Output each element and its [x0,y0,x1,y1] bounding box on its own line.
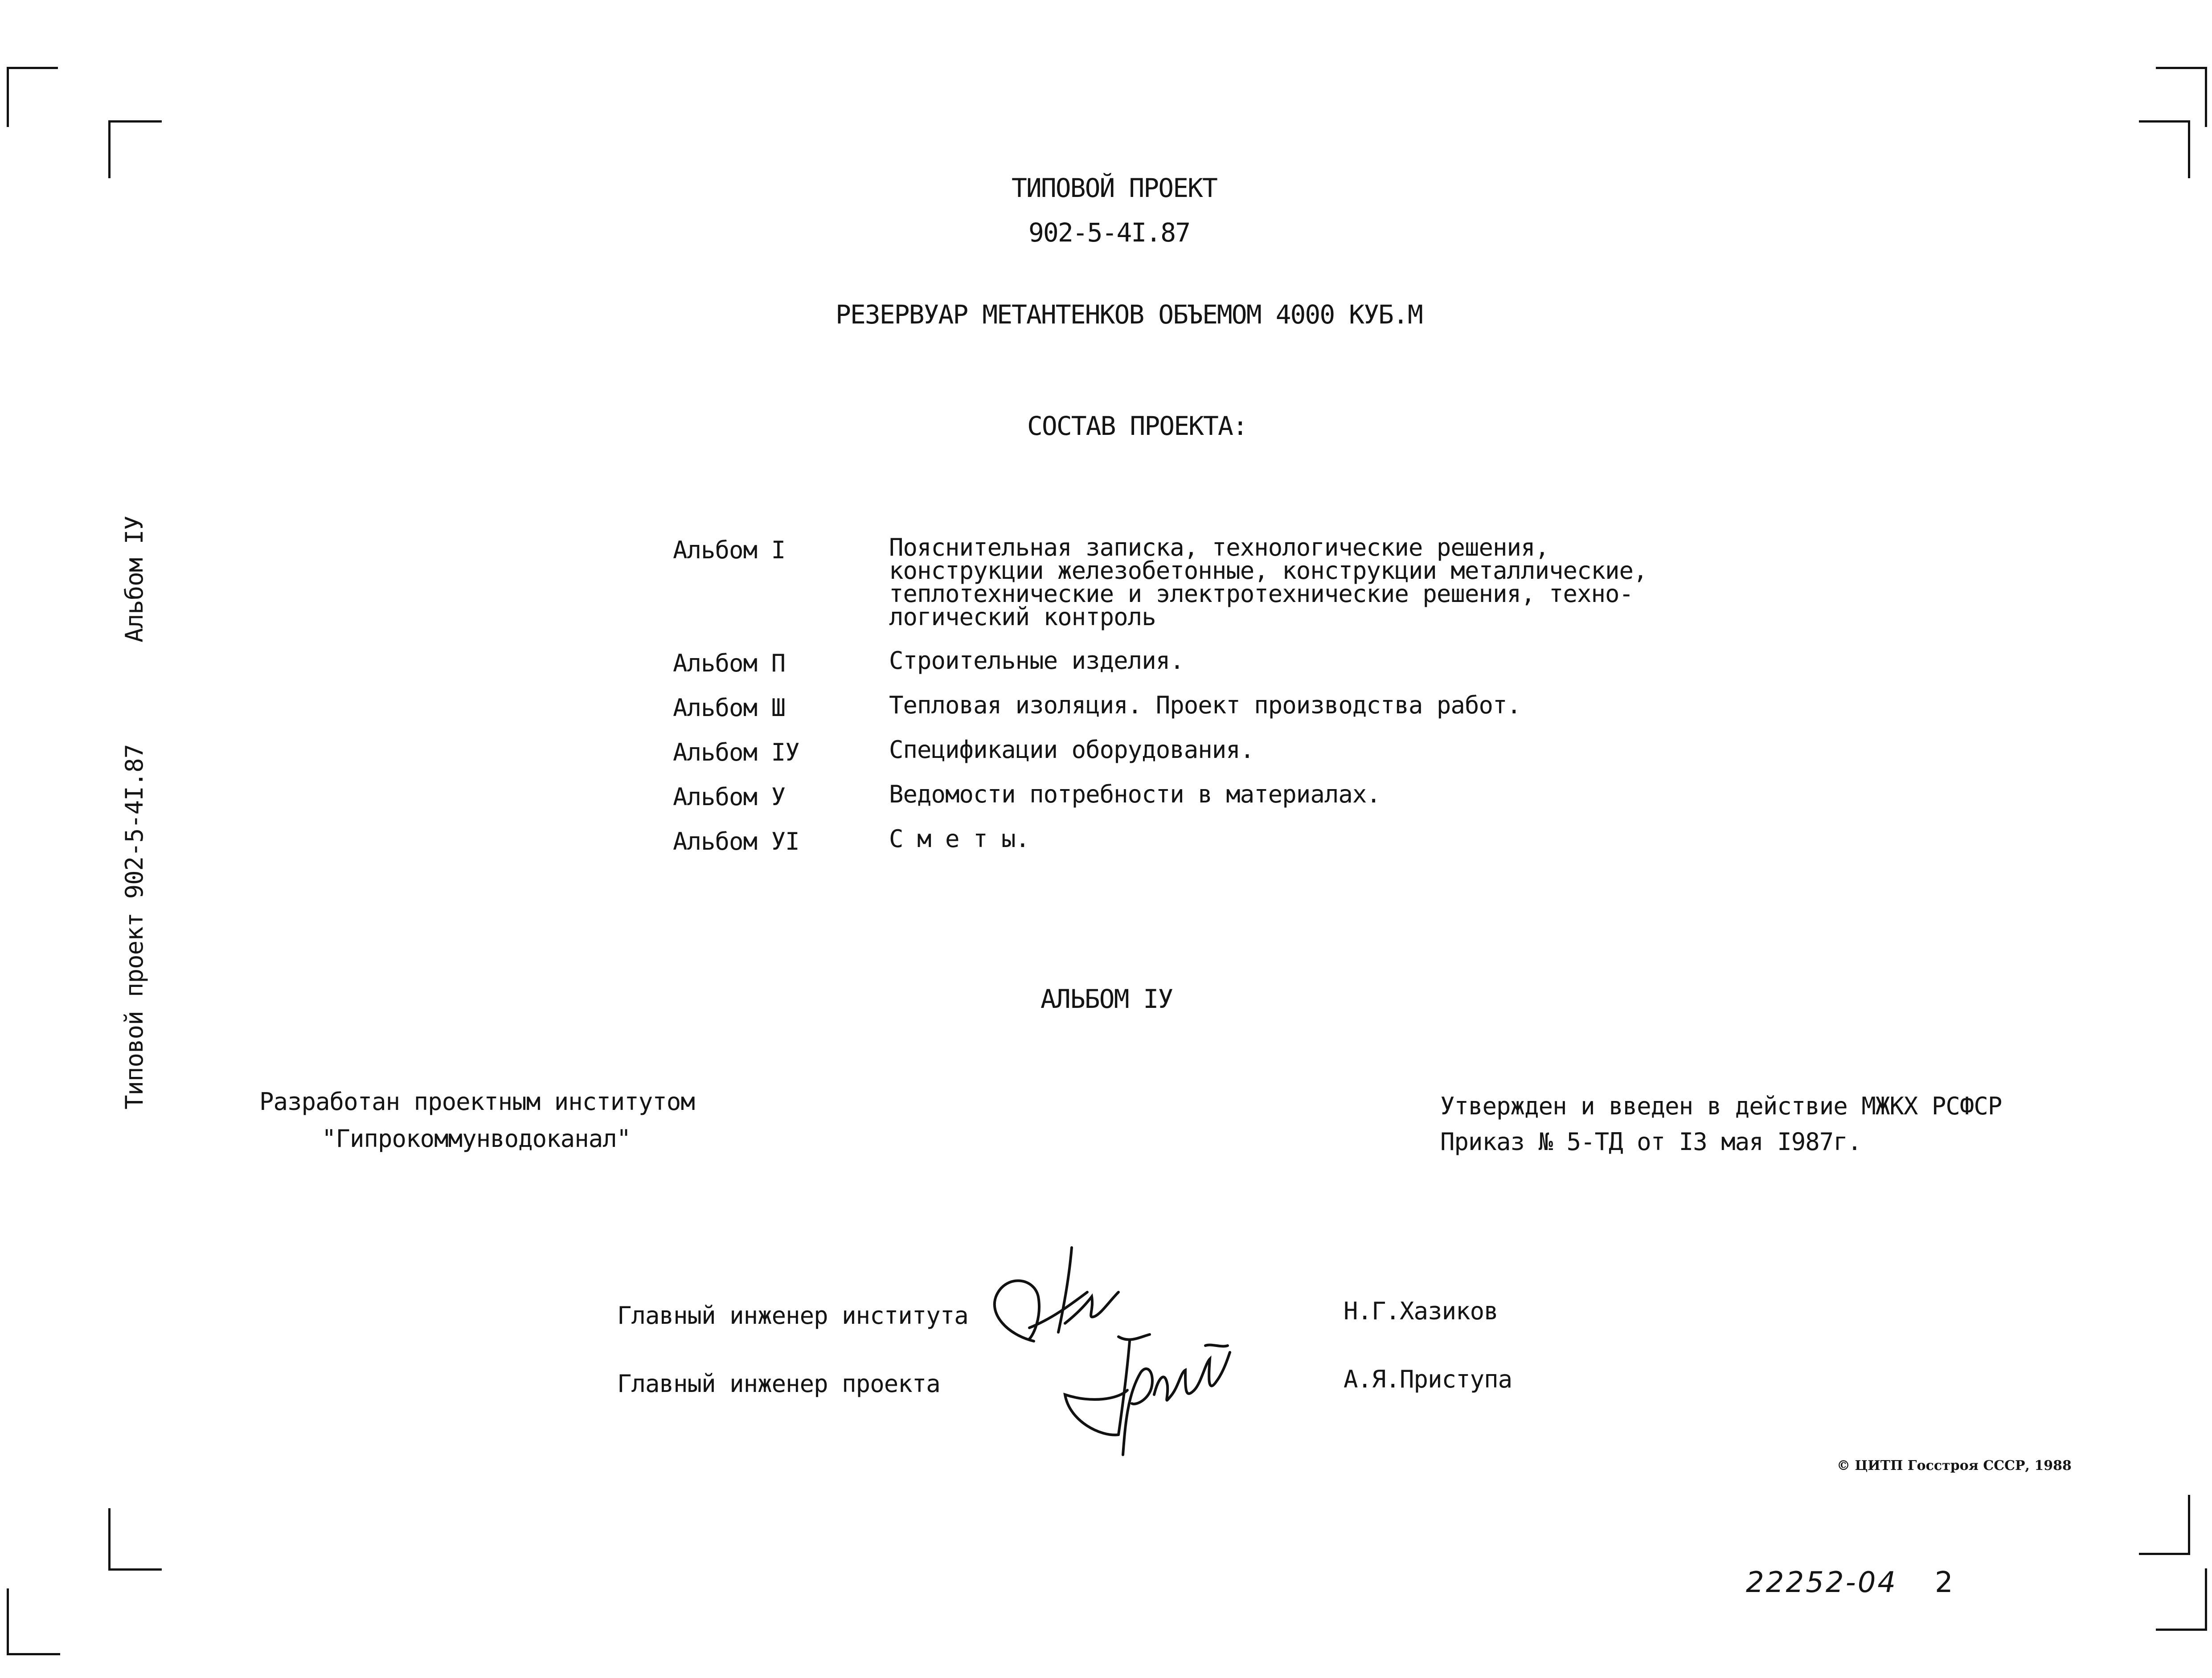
album-label: Альбом УI [673,827,799,855]
handwritten-signature-chief-engineer-project [1052,1328,1239,1461]
page-number: 2 [1935,1566,1955,1599]
signature-role: Главный инженер института [617,1301,968,1330]
album-label: Альбом У [673,783,786,811]
signature-name: Н.Г.Хазиков [1344,1297,1498,1325]
album-description [889,736,1254,764]
corner-mark-inner-bottom-right [2139,1495,2190,1555]
album-description-line: Тепловая изоляция. Проект производства работ. [889,691,1521,719]
album-description-line: конструкции железобетонные, конструкции металлические, [889,557,1647,585]
album-description-line: С м е т ы. [889,825,1030,853]
album-description-line: теплотехнические и электротехнические решения, техно- [889,580,1634,608]
album-label: Альбом П [673,649,786,677]
document-title: ТИПОВОЙ ПРОЕКТ [1012,173,1217,203]
current-album-title: АЛЬБОМ IУ [1040,984,1173,1014]
signature-name: А.Я.Приступа [1344,1365,1512,1393]
corner-mark-inner-top-left [108,120,162,178]
album-label: Альбом IУ [673,738,799,766]
side-label-project: Типовой проект 902-5-4I.87 [120,744,148,1109]
side-label-album: Альбом IУ [120,516,148,643]
album-description [889,827,1029,851]
album-label: Альбом I [673,536,786,564]
album-label: Альбом Ш [673,694,786,722]
developer-line: Разработан проектным институтом [259,1088,695,1116]
album-description [889,647,1184,675]
album-description-line: Строительные изделия. [889,647,1184,675]
corner-mark-outer-top-left [7,67,58,127]
album-description-line: Ведомости потребности в материалах. [889,780,1380,808]
copyright-notice: © ЦИТП Госстроя СССР, 1988 [1837,1458,2072,1473]
album-description [889,533,1647,631]
corner-mark-outer-bottom-left [7,1588,60,1655]
album-description-line: Пояснительная записка, технологические решения, [889,533,1549,561]
album-description-line: логический контроль [889,603,1156,631]
approval-order: Приказ № 5-ТД от I3 мая I987г. [1440,1128,1862,1156]
corner-mark-outer-top-right [2156,67,2207,127]
album-description [889,780,1380,808]
corner-mark-outer-bottom-right [2156,1568,2207,1631]
project-subtitle: РЕЗЕРВУАР МЕТАНТЕНКОВ ОБЪЕМОМ 4000 КУБ.М [836,299,1422,330]
album-description [889,691,1521,719]
developer-institute: "Гипрокоммунводоканал" [322,1125,631,1153]
signature-role: Главный инженер проекта [617,1370,940,1398]
document-number: 22252-04 [1746,1566,1898,1599]
approval-line: Утвержден и введен в действие МЖКХ РСФСР [1440,1092,2002,1120]
album-description-line: Спецификации оборудования. [889,736,1254,764]
corner-mark-inner-top-right [2139,120,2190,178]
corner-mark-inner-bottom-left [108,1508,162,1571]
section-title: СОСТАВ ПРОЕКТА: [1027,411,1247,441]
project-number: 902-5-4I.87 [1028,217,1190,248]
